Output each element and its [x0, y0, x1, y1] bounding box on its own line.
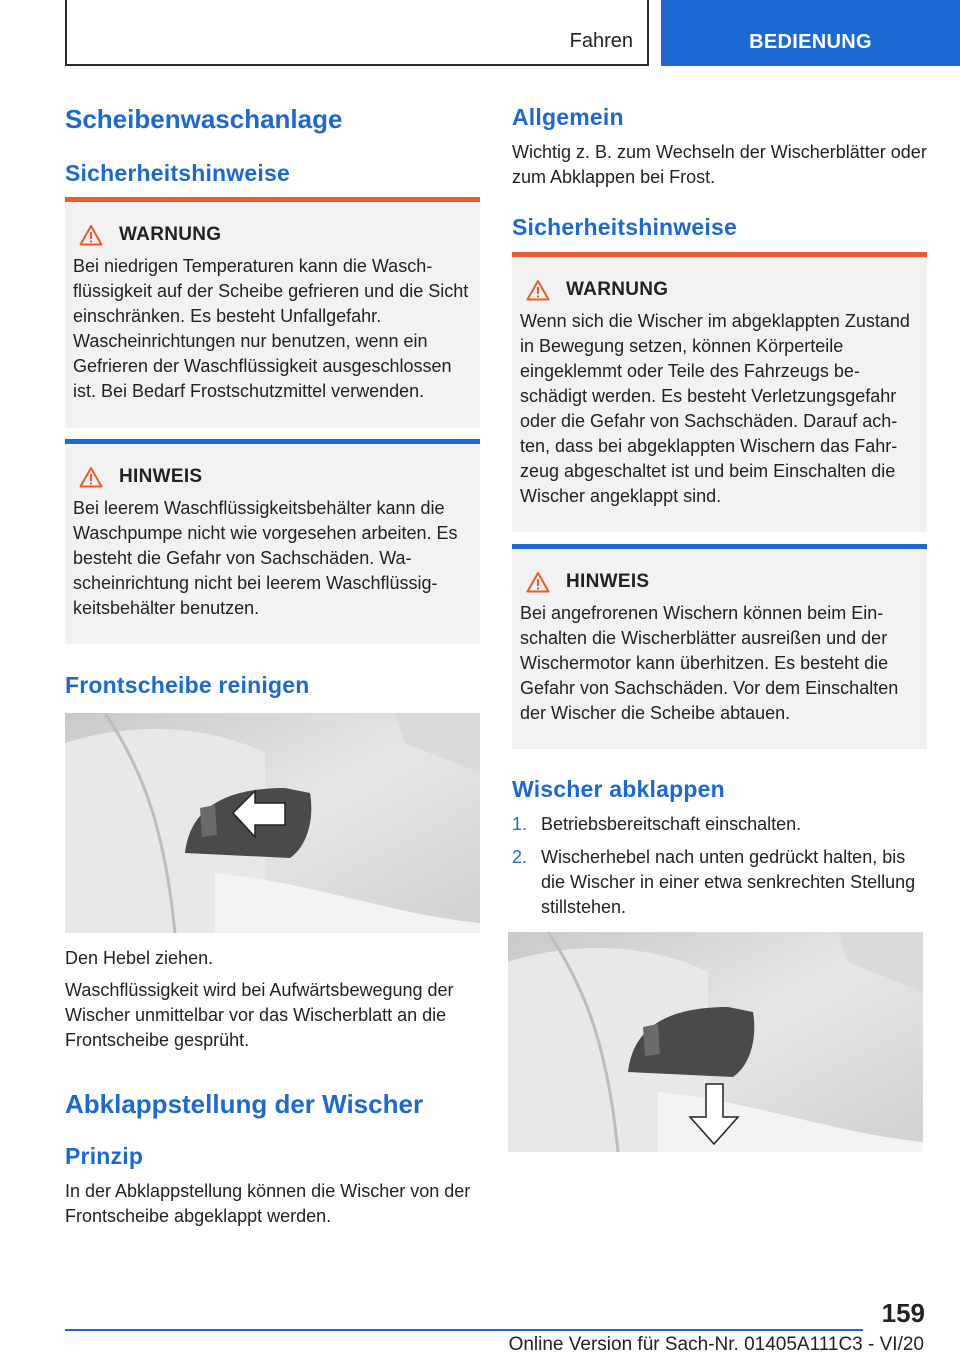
- footer-online-version: Online Version für Sach-Nr. 01405A111C3 - VI/20: [508, 1334, 924, 1355]
- warning-triangle-icon: [526, 571, 550, 593]
- clean-heading: Frontscheibe reinigen: [65, 672, 310, 698]
- left-safety-heading: Sicherheitshinweise: [65, 160, 290, 186]
- header-section-label: Fahren: [569, 30, 633, 52]
- right-warning-box: [512, 252, 927, 532]
- principle-text: In der Abklappstellung können die Wischer von der Frontscheibe abgeklappt werden.: [65, 1181, 471, 1226]
- fold-heading: Wischer abklappen: [512, 776, 725, 802]
- left-warning-label: WARNUNG: [119, 224, 222, 245]
- left-note-box: [65, 439, 480, 644]
- wiper-lever-pull-image: [65, 713, 480, 933]
- page-title: Scheibenwaschanlage: [65, 104, 343, 134]
- left-note-text: Bei leerem Waschflüssigkeitsbehälter kann die Waschpumpe nicht wie vorgesehen arbeiten. Es besteht die Gefahr von Sachschäden. Wascheinrichtung nicht bei leerem Waschflüssigkeitsbehälter benutzen.: [73, 498, 458, 618]
- fold-title: Abklappstellung der Wischer: [65, 1089, 424, 1119]
- general-heading: Allgemein: [512, 104, 624, 130]
- warning-triangle-icon: [526, 279, 550, 301]
- header-chapter-label: BEDIENUNG: [749, 31, 872, 53]
- principle-heading: Prinzip: [65, 1143, 144, 1169]
- right-note-text: Bei angefrorenen Wischern können beim Einschalten die Wischerblätter ausreißen und der Wischermotor kann überhitzen. Es besteht die Gefahr von Sachschäden. Vor dem Einschalten der Wischer die Scheibe abtauen.: [520, 603, 899, 723]
- left-warning-text: Bei niedrigen Temperaturen kann die Waschflüssigkeit auf der Scheibe gefrieren und die Sicht einschränken. Es besteht Unfallgefahr. Wascheinrichtungen nur benutzen, wenn ein Gefrieren der Waschflüssigkeit ausgeschlossen ist. Bei Bedarf Frostschutzmittel verwenden.: [73, 256, 469, 401]
- general-text: Wichtig z. B. zum Wechseln der Wischerblätter oder zum Abklappen bei Frost.: [512, 142, 927, 187]
- fold-steps-list: [512, 812, 927, 920]
- list-item: 1. Betriebsbereitschaft einschalten.: [512, 814, 802, 834]
- left-note-label: HINWEIS: [119, 466, 203, 487]
- page-number: 159: [881, 1298, 925, 1328]
- wiper-lever-press-image: [508, 932, 923, 1152]
- warning-triangle-icon: [79, 466, 103, 488]
- right-note-label: HINWEIS: [566, 571, 650, 592]
- header-chapter-tab: [661, 0, 960, 66]
- clean-text: Waschflüssigkeit wird bei Aufwärtsbewegung der Wischer unmittelbar vor das Wischerblatt an die Frontscheibe gesprüht.: [65, 980, 454, 1050]
- list-item: 2. Wischerhebel nach unten gedrückt halten, bis die Wischer in einer etwa senkrechten Stellung stillstehen.: [512, 847, 916, 917]
- clean-step: Den Hebel ziehen.: [65, 948, 214, 968]
- warning-triangle-icon: [79, 224, 103, 246]
- right-note-box: [512, 544, 927, 749]
- header-section-tab: [65, 0, 649, 66]
- right-warning-label: WARNUNG: [566, 279, 669, 300]
- right-safety-heading: Sicherheitshinweise: [512, 214, 737, 240]
- left-warning-box: [65, 197, 480, 428]
- right-warning-text: Wenn sich die Wischer im abgeklappten Zustand in Bewegung setzen, können Körperteile eingeklemmt oder Teile des Fahrzeugs beschädigt werden. Es besteht Verletzungsgefahr oder die Gefahr von Sachschäden. Darauf achten, dass bei abgeklappten Wischern das Fahrzeug abgeschaltet ist und beim Einschalten die Wischer angeklappt sind.: [520, 311, 910, 506]
- footer-divider: [65, 1329, 863, 1331]
